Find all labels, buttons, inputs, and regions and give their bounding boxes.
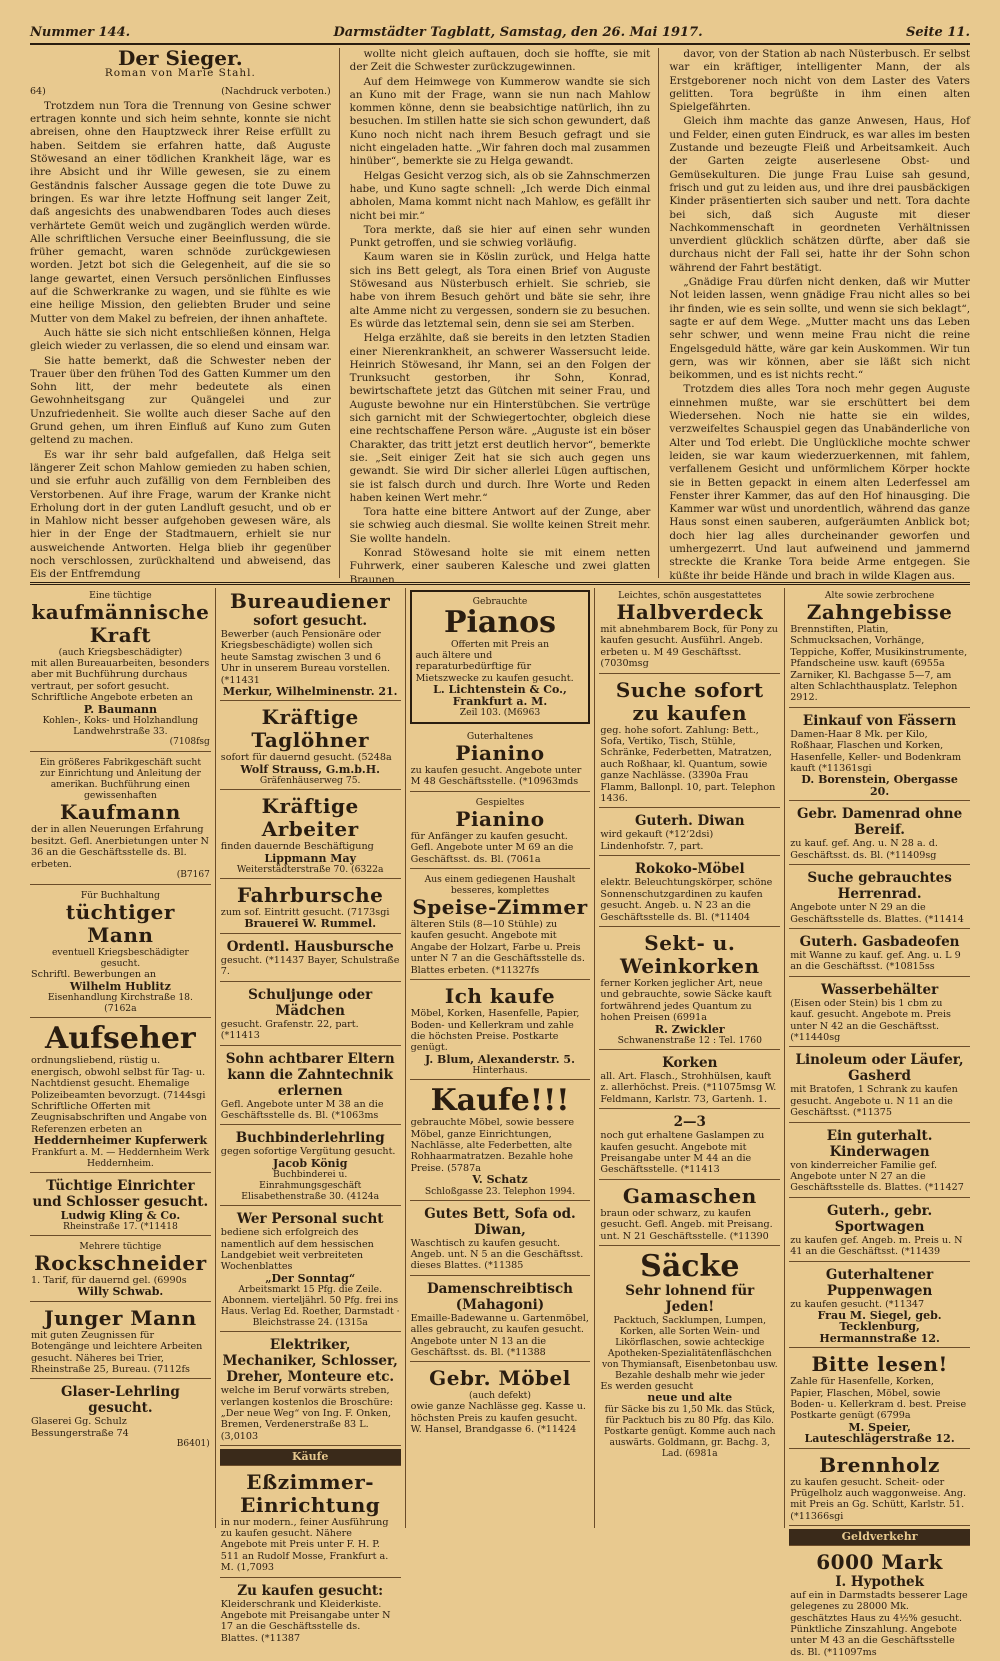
- ad-body: noch gut erhaltene Gaslampen zu kaufen gesucht. Angebote mit Preisangabe unter M 44 an die Geschäftsstelle. (*11413: [600, 1130, 765, 1176]
- ad-mid: Suche gebrauchtes Herrenrad.: [807, 870, 952, 903]
- ad-body: für Anfänger zu kaufen gesucht. Gefl. Angebote unter M 69 an die Geschäftsst. ds. Bl. (7061a: [410, 830, 574, 865]
- classified-ad: [410, 729, 591, 792]
- classified-ad: [789, 1265, 970, 1349]
- ad-big: Gebr. Möbel: [429, 1366, 571, 1391]
- ad-mid: Sohn achtbarer Eltern kann die Zahntechnik erlernen: [225, 1050, 395, 1099]
- ad-mid: Tüchtige Einrichter und Schlosser gesucht.: [32, 1177, 209, 1210]
- ads-column-4: [599, 588, 785, 1528]
- ad-name: Merkur, Wilhelminenstr. 21.: [222, 685, 398, 699]
- ad-name: Willy Schwab.: [77, 1285, 164, 1299]
- ads-column-5: [789, 588, 970, 1658]
- classified-ad: [30, 1305, 211, 1380]
- ad-big: Bureaudiener: [230, 589, 391, 613]
- classified-ad: [410, 795, 591, 869]
- ad-code: (7108fsg: [169, 737, 210, 748]
- ad-body: zum sof. Eintritt gesucht. (7173sgi: [220, 907, 390, 919]
- ad-body: ordnungsliebend, rüstig u. energisch, obwohl selbst für Tag- u. Nachtdienst gesucht. Ehemalige Polizeibeamten bevorzugt. (7144sgi Schriftliche Offerten mit Zeugnisabschriften und Angabe von Referenzen erbeten an: [31, 1055, 207, 1135]
- classified-ad: [410, 1083, 591, 1200]
- ad-huge: Kaufe!!!: [430, 1083, 570, 1119]
- classified-ad: [789, 804, 970, 865]
- ad-huge: Säcke: [640, 1249, 740, 1284]
- classified-ad: [599, 588, 780, 674]
- story-paragraph: davor, von der Station ab nach Nüsterbusch. Er selbst war ein kräftiger, intelligenter Mann, der als Erstgeborener noch nicht von dem Laster des Vaters gelitten. Tora begrüßte in ihm einen alten Spielgefährten.: [669, 48, 971, 114]
- ad-foot: Buchbinderei u. Einrahmungsgeschäft Elisabethenstraße 30. (4124a: [241, 1169, 380, 1203]
- ad-body: Damen-Haar 8 Mk. per Kilo, Roßhaar, Flaschen und Korken, Hasenfelle, Keller- und Bodenkram kauft (*11361sgi: [790, 728, 962, 775]
- classified-ad: [220, 704, 401, 790]
- ad-mid: sofort gesucht.: [253, 613, 368, 629]
- ad-body: der in allen Neuerungen Erfahrung besitzt. Gefl. Anerbietungen unter N 36 an die Geschäftsstelle ds. Bl. erbeten.: [31, 824, 209, 870]
- ad-body: bediene sich erfolgreich des namentlich auf dem hessischen Landgebiet weit verbreiteten Wochenblattes: [220, 1227, 374, 1273]
- ad-foot: Kohlen-, Koks- und Holzhandlung Landwehrstraße 33.: [42, 715, 199, 738]
- ad-mid: 2—3: [673, 1114, 706, 1131]
- ad-body: elektr. Beleuchtungskörper, schöne Sonnenschutzgardinen zu kaufen gesucht. Angeb. u. N 23 an die Geschäftsstelle ds. Bl. (*11404: [600, 877, 773, 923]
- ad-name: „Der Sonntag“: [265, 1271, 356, 1285]
- classified-ad: [220, 1581, 401, 1648]
- page-header: [30, 22, 970, 42]
- ad-body: Schriftl. Bewerbungen an: [31, 969, 156, 981]
- classified-ad: [220, 1128, 401, 1206]
- classified-ad: [30, 888, 211, 1018]
- ad-foot: Schwanenstraße 12 : Tel. 1760: [617, 1034, 762, 1046]
- ad-foot: Rheinstraße 17. (*11418: [62, 1220, 178, 1232]
- ad-sub: (auch defekt): [469, 1390, 531, 1402]
- ad-mid: Sehr lohnend für Jeden!: [625, 1283, 755, 1315]
- classified-ad: [789, 868, 970, 929]
- ad-mid: Wer Personal sucht: [236, 1211, 384, 1228]
- ad-body: Glaserei Gg. Schulz Bessungerstraße 74: [31, 1416, 129, 1439]
- ad-big: Pianino: [455, 806, 545, 831]
- ad-body: mit Bratofen, 1 Schrank zu kaufen gesucht. Angebote u. N 11 an die Geschäftsst. (*11375: [790, 1084, 958, 1119]
- ad-sub: Packtuch, Sacklumpen, Lumpen, Korken, alle Sorten Wein- und Likörflaschen, sowie achteckige Apotheken-Spezialitätenfläschchen von Thymiansaft, Eisenbetonbau usw. Bezahle deshalb mehr wie jeder: [601, 1315, 778, 1381]
- classified-ad: [220, 588, 401, 701]
- classified-ad: [599, 930, 780, 1050]
- classified-ad: [789, 980, 970, 1048]
- ad-head: Alte sowie zerbrochene: [824, 590, 935, 601]
- ad-body: wird gekauft (*12‘2dsi) Lindenhofstr. 7, part.: [600, 829, 714, 852]
- ad-mid: Guterh. Diwan: [635, 813, 745, 830]
- ad-body: Emaille-Badewanne u. Gartenmöbel, alles gebraucht, zu kaufen gesucht. Angebote unter N 13 an die Geschäftsst. ds. Bl. (*11388: [410, 1312, 589, 1358]
- story-paragraph: Tora merkte, daß sie hier auf einen sehr wunden Punkt getroffen, und sie schwieg vorläufig.: [349, 223, 651, 250]
- ad-foot: Gräfenhäuserweg 75.: [259, 775, 361, 787]
- classified-ad: [410, 590, 591, 724]
- ad-body: geg. hohe sofort. Zahlung: Bett., Sofa, Vertiko, Tisch, Stühle, Schränke, Federbetten, Matratzen, auch Roßhaar, kl. Quantum, sowie ganze Nachlässe. (3390a Frau Flamm, Ballonpl. 10, part. Telephon 1436.: [600, 724, 776, 805]
- ad-head: Mehrere tüchtige: [79, 1240, 162, 1252]
- ad-big: Brennholz: [819, 1452, 940, 1477]
- ad-body: zu kaufen gesucht. Scheit- oder Prügelholz auch waggonweise. Ang. mit Preis an Gg. Schütt, Karlstr. 51. (*11366sgi: [790, 1476, 967, 1522]
- classified-ad: [220, 1209, 401, 1332]
- classified-ad: [410, 872, 591, 980]
- ad-body: Möbel, Korken, Hasenfelle, Papier, Boden- und Kellerkram und zahle die höchsten Preise. Postkarte genügt.: [410, 1008, 580, 1054]
- classified-ad: [599, 811, 780, 856]
- section-heading: Käufe: [220, 1449, 401, 1465]
- ad-body: mit Wanne zu kauf. gef. Ang. u. L 9 an die Geschäftsst. (*10815ss: [790, 949, 961, 973]
- story-paragraph: Es war ihr sehr bald aufgefallen, daß Helga seit längerer Zeit schon Mahlow gemieden zu haben schien, und sie erfuhr auch zufällig von dem Fernbleiben des Verstorbenen. Auf ihre Frage, warum der Kranke nicht Erholung dort in der guten Landluft gesucht, und ob er in Mahlow nicht besser aufgehoben gewesen wäre, als hier in der Enge der Stadtmauern, erhielt sie nur ausweichende Antworten. Helga blieb ihr gegenüber noch verschlossen, zurückhaltend und abweisend, das Eis der Entfremdung: [30, 448, 331, 581]
- ad-code: (B7167: [176, 870, 210, 881]
- ad-foot: Schloßgasse 23. Telephon 1994.: [424, 1185, 576, 1197]
- ad-huge: Pianos: [443, 605, 557, 640]
- ad-body: mit guten Zeugnissen für Botengänge und leichtere Arbeiten gesucht. Näheres bei Trier, Rheinstraße 25, Bureau. (7112fs: [31, 1329, 203, 1375]
- classified-ad: [599, 859, 780, 927]
- ad-big: Zahngebisse: [806, 600, 953, 624]
- ad-body: zu kauf. gef. Ang. u. N 28 a. d. Geschäftsst. ds. Bl. (*11409sg: [790, 838, 938, 861]
- ad-body: (Eisen oder Stein) bis 1 cbm zu kauf. gesucht. Angebote m. Preis unter N 42 an die Geschäftsst. (*11440sg: [790, 997, 951, 1043]
- ad-head: Eine tüchtige: [89, 590, 152, 601]
- story-paragraph: Gleich ihm machte das ganze Anwesen, Haus, Hof und Felder, einen guten Eindruck, es war alles im besten Zustande und bezeugte Fleiß und Arbeitsamkeit. Auch der Garten zeigte auserlesene Obst- und Gemüsekulturen. Die junge Frau Luise sah gesund, frisch und gut zu leiden aus, und ihre drei pausbäckigen Kinder präsentierten sich sauber und nett. Tora dachte bei sich, daß sich Auguste mit dieser Nachkommenschaft in geordneten Verhältnissen unverdient glücklich schätzen dürfte, aber daß sie durchaus nicht der Fall sei, hatte ihr der Sohn schon während der Fahrt bestätigt.: [669, 115, 971, 274]
- ad-foot: Weiterstädterstraße 70. (6322a: [236, 864, 384, 876]
- story-paragraph: „Gnädige Frau dürfen nicht denken, daß wir Mutter Not leiden lassen, wenn gnädige Frau nicht alles so bei ihr finden, wie es sein sollte, und wenn sie sich beklagt“, sagte er auf dem Wege. „Mutter macht uns das Leben sehr schwer, und wenn meine Frau nicht die reine Engelsgeduld hätte, wäre gar kein Auskommen. Wir tun gern, was wir können, aber sie läßt sich nicht beikommen, und es ist nichts recht.“: [669, 276, 971, 382]
- ad-mid: Wasserbehälter: [820, 981, 939, 998]
- ad-foot: Frankfurt a. M. — Heddernheim Werk Heddernheim.: [31, 1146, 210, 1169]
- serial-novel: [30, 46, 971, 586]
- ad-mid: Schuljunge oder Mädchen: [248, 986, 373, 1019]
- classified-ad: [30, 588, 211, 752]
- ad-sub: Offerten mit Preis an: [450, 639, 550, 650]
- story-title: Der Sieger.: [117, 46, 243, 70]
- classified-ad: [30, 1382, 211, 1453]
- ad-body: owie ganze Nachlässe geg. Kasse u. höchsten Preis zu kaufen gesucht. W. Hansel, Brandgasse 6. (*11424: [410, 1401, 586, 1436]
- ad-body: Waschtisch zu kaufen gesucht. Angeb. unt. N 5 an die Geschäftsst. dieses Blattes. (*11385: [410, 1237, 584, 1272]
- ad-big: kaufmännische Kraft: [31, 600, 210, 647]
- ad-body: gesucht. (*11437 Bayer, Schulstraße 7.: [220, 954, 400, 978]
- classified-ad: [599, 1249, 780, 1462]
- classified-ad: [220, 882, 401, 934]
- ad-head: Gebrauchte: [472, 596, 528, 607]
- story-paragraph: Auf dem Heimwege von Kummerow wandte sie sich an Kuno mit der Frage, wann sie nun nach Mahlow kommen könne, denn sie beabsichtige natürlich, ihn zu besuchen. Im stillen hatte sie sich schon gewundert, daß Kuno noch nicht nach ihrem Besuch gefragt und sie nicht eingeladen hatte. „Wir fahren doch mal zusammen hinüber“, bemerkte sie zu Helga gewandt.: [349, 75, 651, 168]
- ad-mid: Elektriker, Mechaniker, Schlosser, Dreher, Monteure etc.: [222, 1337, 398, 1386]
- classified-ad: [599, 1183, 780, 1246]
- ad-name: Wilhelm Hublitz: [69, 979, 171, 993]
- ads-column-1: [30, 588, 216, 1528]
- classified-ad: [220, 1469, 401, 1578]
- ad-head: Ein größeres Fabrikgeschäft sucht zur Einrichtung und Anleitung der amerikan. Buchführung einen gewissenhaften: [39, 757, 202, 802]
- ad-head: Guterhaltenes: [466, 731, 534, 743]
- ad-body: Bewerber (auch Pensionäre oder Kriegsbeschädigte) wollen sich heute Samstag zwischen 3 und 6 Uhr in unserem Bureau vorstellen. (*11431: [220, 629, 391, 686]
- story-paragraph: Kaum waren sie in Köslin zurück, und Helga hatte sich ins Bett gelegt, als Tora einen Brief von Auguste Stöwesand aus Nüsterbusch erhielt. Sie schrieb, sie habe von ihrem Besuch gehört und bäte sie sehr, ihre alte Amme nicht zu vergessen, sondern sie zu besuchen. Es würde das letztemal sein, denn sie sei am Sterben.: [349, 251, 651, 330]
- story-column-3: [669, 48, 971, 582]
- classified-ad: [410, 983, 591, 1080]
- classified-ad: [410, 1279, 591, 1363]
- ad-name: Ludwig Kling & Co.: [60, 1208, 181, 1222]
- ad-big: Eßzimmer-Einrichtung: [240, 1469, 381, 1517]
- classified-ad: [789, 1050, 970, 1122]
- story-column-2: [349, 48, 660, 586]
- classified-ad: [220, 1049, 401, 1126]
- story-paragraph: Auch hätte sie sich nicht entschließen können, Helga gleich wieder zu verlassen, die so elend und einsam war.: [30, 326, 331, 353]
- ad-big: tüchtiger Mann: [65, 900, 175, 948]
- ad-name: R. Zwickler: [654, 1022, 725, 1036]
- ad-mid: Guterh., gebr. Sportwagen: [826, 1202, 933, 1235]
- classified-ad: [30, 1239, 211, 1302]
- ad-body: von kinderreicher Familie gef. Angebote unter N 27 an die Geschäftsstelle ds. Blattes. (*11427: [790, 1159, 964, 1194]
- ad-name: Lippmann May: [264, 851, 356, 865]
- ad-big: 6000 Mark: [816, 1549, 943, 1574]
- ad-body: finden dauernde Beschäftigung: [220, 841, 374, 853]
- ad-name: L. Lichtenstein & Co., Frankfurt a. M.: [433, 683, 567, 708]
- ad-body: zu kaufen gesucht. (*11347: [790, 1298, 925, 1310]
- ads-column-3: [410, 588, 596, 1528]
- ad-mid: Ordentl. Hausbursche: [226, 938, 394, 955]
- classified-ad: [220, 985, 401, 1046]
- story-paragraph: Helga erzählte, daß sie bereits in den letzten Stadien einer Nierenkrankheit, an schwerer Wassersucht leide. Heinrich Stöwesand, ihr Mann, sei an den Folgen der Trunksucht gestorben, ihr Sohn, Konrad, bewirtschaftete jetzt das Gütchen mit seiner Frau, und Auguste bewohne nur ein Hinterstübchen. Sie vertrüge sich garnicht mit der Schwiegertochter, obgleich diese eine rechtschaffene Person wäre. „Auguste ist ein böser Charakter, das tritt jetzt erst deutlich hervor“, bemerkte sie. „Seit einiger Zeit hat sie sich auch gegen uns gewandt. Sie wird Dir sicher allerlei Lügen auftischen, sie ist falsch durch und durch. Ihre Worte und Reden haben keinen Wert mehr.“: [349, 332, 651, 504]
- story-subtitle: Roman von Marie Stahl.: [104, 67, 256, 80]
- ad-big: Ich kaufe: [444, 984, 556, 1009]
- story-paragraph: wollte nicht gleich auftauen, doch sie hoffte, sie mit der Zeit die Schwester zurückzugewinnen.: [349, 48, 651, 74]
- classified-ad: [410, 1365, 591, 1438]
- ad-body: zu kaufen gef. Angeb. m. Preis u. N 41 an die Geschäftsst. (*11439: [790, 1234, 963, 1258]
- ad-body: Zahle für Hasenfelle, Korken, Papier, Flaschen, Möbel, sowie Boden- u. Kellerkram d. best. Preise Postkarte genügt (6799a: [790, 1376, 967, 1422]
- ad-body: Angebote unter N 29 an die Geschäftsstelle ds. Blattes. (*11414: [790, 902, 964, 925]
- ad-sub: (auch Kriegsbeschädigter): [58, 647, 183, 658]
- ad-mid: Guterhaltener Puppenwagen: [825, 1266, 934, 1299]
- page-number: Seite 11.: [905, 24, 970, 40]
- classified-ad: [789, 1452, 970, 1527]
- ad-body: all. Art. Flasch., Strohhülsen, kauft z. allerhöchst. Preis. (*11075msg W. Feldmann, Karlstr. 73, Gartenh. 1.: [600, 1070, 777, 1105]
- ad-mid: Buchbinderlehrling: [235, 1130, 385, 1147]
- ad-body: Es werden gesucht: [600, 1381, 694, 1392]
- section-heading: Geldverkehr: [789, 1529, 970, 1545]
- ad-foot: Arbeitsmarkt 15 Pfg. die Zeile. Abonnem. vierteljährl. 50 Pfg. frei ins Haus. Verlag Ed. Roether, Darmstadt · Bleichstrasse 24. (1315a: [220, 1284, 400, 1329]
- classified-ad: [410, 1204, 591, 1276]
- ad-mid: Korken: [662, 1054, 718, 1071]
- classified-ad: [789, 1549, 970, 1661]
- classified-ad: [599, 1112, 780, 1180]
- ads-column-2: [220, 588, 406, 1644]
- ad-body: gebrauchte Möbel, sowie bessere Möbel, ganze Einrichtungen, Nachlässe, alte Federbetten, alte Rohhaarmatratzen. Bezahle hohe Preise. (5787a: [410, 1117, 575, 1174]
- ad-name: V. Schatz: [472, 1173, 528, 1187]
- ad-name: Heddernheimer Kupferwerk: [33, 1134, 208, 1148]
- story-paragraph: Trotzdem dies alles Tora noch mehr gegen Auguste einnehmen mußte, war sie erschüttert bei dem Wiedersehen. Noch nie hatte sie ein wildes, verzweifeltes Schauspiel gegen das Unabänderliche von Alter und Tod erlebt. Die Unglückliche mochte schwer leiden, sie war kaum wiederzuerkennen, mit fahlem, verfallenem Gesicht und unförmlichem Körper hockte sie in Betten gepackt in einem alten Lederfessel am Fenster ihrer Kammer, das auf den Hof hinausging. Die Kammer war wüst und unordentlich, während das ganze Haus sonst einen sauberen, aufgeräumten Anblick bot; doch hier lag alles durcheinander geworfen und umhergezerrt. Und laut aufweinend und jammernd streckte die Kranke Tora beide Arme entgegen. Sie küßte ihr beide Hände und brach in wilde Klagen aus.: [669, 383, 971, 582]
- ad-foot: Zeil 103. (M6963: [459, 707, 541, 719]
- ad-body: welche im Beruf vorwärts streben, verlangen kostenlos die Broschüre: „Der neue Weg“ von Ing. F. Onken, Bremen, Verdenerstraße 83 L. (3,0103: [220, 1385, 394, 1442]
- ad-big: Kaufmann: [60, 800, 181, 825]
- ad-mid: Linoleum oder Läufer, Gasherd: [795, 1052, 964, 1085]
- ad-big: Halbverdeck: [616, 600, 764, 624]
- ad-mid: Gebr. Damenrad ohne Bereif.: [796, 806, 963, 839]
- ad-name: D. Borenstein, Obergasse 20.: [801, 773, 958, 798]
- classified-ad: [789, 1126, 970, 1198]
- ad-mid: Ein guterhalt. Kinderwagen: [826, 1127, 933, 1160]
- ad-body: auf ein in Darmstadts besserer Lage gelegenes zu 28000 Mk. geschätztes Haus zu 4½% gesucht. Pünktliche Zinszahlung. Angebote unter M 43 an die Geschäftsstelle ds. Bl. (*11097ms: [790, 1589, 968, 1658]
- ad-big: Kräftige Arbeiter: [261, 794, 359, 842]
- ad-body: ferner Korken jeglicher Art, neue und gebrauchte, sowie Säcke kauft fortwährend jedes Quantum zu hohen Preisen (6991a: [600, 977, 772, 1024]
- ad-big: Rockschneider: [34, 1250, 207, 1275]
- ad-body: in nur modern., feiner Ausführung zu kaufen gesucht. Nähere Angebote mit Preis unter F. H. P. 511 an Rudolf Mosse, Frankfurt a. M. (1,7093: [220, 1516, 389, 1574]
- ad-big: Junger Mann: [44, 1305, 197, 1330]
- ad-mid: Damenschreibtisch (Mahagoni): [426, 1280, 574, 1313]
- header-rule: [30, 43, 970, 45]
- ad-name: J. Blum, Alexanderstr. 5.: [425, 1052, 575, 1066]
- ad-body: mit abnehmbarem Bock, für Pony zu kaufen gesucht. Ausführl. Angeb. erbeten u. M 49 Geschäftsst. (7030msg: [600, 624, 778, 670]
- story-paragraph: Helgas Gesicht verzog sich, als ob sie Zahnschmerzen habe, und Kuno sagte schnell: „Ich werde Dich einmal abholen, Mama kommt nicht nach Mahlow, es gefällt ihr nicht bei mir.“: [349, 169, 651, 222]
- ad-mid: Glaser-Lehrling gesucht.: [60, 1384, 180, 1417]
- ad-huge: Aufseher: [45, 1021, 196, 1057]
- ad-body: auch ältere und reparaturbedürftige für Mietszwecke zu kaufen gesucht.: [415, 650, 574, 684]
- ad-body: älteren Stils (8—10 Stühle) zu kaufen gesucht. Angebote mit Angabe der Holzart, Farbe u. Preis unter N 7 an die Geschäftsstelle ds. Blattes erbeten. (*11327fs: [410, 919, 585, 976]
- classified-ads: [30, 588, 970, 1658]
- classified-ad: [599, 677, 780, 809]
- ad-name: M. Speier, Lauteschlägerstraße 12.: [804, 1420, 955, 1446]
- classified-ad: [789, 932, 970, 977]
- classified-ad: [220, 1335, 401, 1446]
- classified-ad: [789, 711, 970, 801]
- issue-number: Nummer 144.: [30, 24, 131, 40]
- ad-mid: I. Hypothek: [835, 1573, 924, 1590]
- ad-big: Bitte lesen!: [811, 1352, 948, 1377]
- ad-mid: Zu kaufen gesucht:: [237, 1582, 384, 1599]
- ad-name: neue und alte: [647, 1391, 733, 1405]
- ad-sub: eventuell Kriegsbeschädigter gesucht.: [51, 947, 189, 970]
- ad-body: mit allen Bureauarbeiten, besonders aber mit Buchführung durchaus vertraut, per sofort gesucht. Schriftliche Angebote erbeten an: [31, 658, 210, 704]
- ad-head: Für Buchhaltung: [80, 890, 160, 902]
- ad-big: Gamaschen: [622, 1183, 757, 1208]
- story-paragraph: Sie hatte bemerkt, daß die Schwester neben der Trauer über den frühen Tod des Gatten Kummer um den Sohn litt, der mehr bedeutete als einen Gewohnheitsgang zur Quängelei und zur Unzufriedenheit. Sie wollte auch dieser Sache auf den Grund gehen, um ihren Einfluß auf Kuno zum Guten geltend zu machen.: [30, 354, 331, 447]
- classified-ad: [599, 1053, 780, 1109]
- classified-ad: [30, 755, 211, 885]
- ad-name: Brauerei W. Rummel.: [244, 917, 377, 931]
- ad-big: Kräftige Taglöhner: [251, 705, 370, 753]
- ad-head: Gespieltes: [475, 796, 525, 808]
- installment-number: 64): [30, 85, 46, 97]
- story-paragraph: Konrad Stöwesand holte sie mit einem netten Fuhrwerk, einer sauberen Kalesche und zwei glatten Braunen: [349, 546, 651, 586]
- classified-ad: [220, 793, 401, 879]
- ad-mid: Gutes Bett, Sofa od. Diwan,: [424, 1205, 576, 1238]
- classified-ad: [30, 1176, 211, 1236]
- story-column-1: [30, 46, 340, 581]
- ad-body: Brennstiften, Platin, Schmucksachen, Vorhänge, Teppiche, Koffer, Musikinstrumente, Pfandscheine usw. kauft (6955a Zarniker, Kl. Bachgasse 5—7, am alten Schlachthausplatz. Telephon 2912.: [790, 624, 968, 704]
- ad-foot: Hinterhaus.: [472, 1065, 528, 1077]
- ad-body: Gefl. Angebote unter M 38 an die Geschäftsstelle ds. Bl. (*1063ms: [220, 1098, 384, 1121]
- ad-big: Sekt- u. Weinkorken: [620, 930, 760, 978]
- ad-head: Aus einem gediegenen Haushalt besseres, komplettes: [424, 874, 576, 897]
- ad-head: Leichtes, schön ausgestattetes: [618, 590, 762, 601]
- story-meta: [30, 85, 331, 98]
- ad-foot: für Säcke bis zu 1,50 Mk. das Stück, für Packtuch bis zu 80 Pfg. das Kilo. Postkarte genügt. Komme auch nach auswärts. Goldmann, gr. Bachg. 3, Lad. (6981a: [604, 1403, 776, 1459]
- ad-name: P. Baumann: [83, 702, 158, 716]
- classified-ad: [789, 1351, 970, 1448]
- ad-mid: Guterh. Gasbadeofen: [799, 933, 960, 950]
- ad-big: Fahrbursche: [236, 883, 384, 908]
- ad-code: B6401): [176, 1439, 210, 1450]
- ad-body: braun oder schwarz, zu kaufen gesucht. Gefl. Angeb. mit Preisang. unt. N 21 Geschäftsstelle. (*11390: [600, 1207, 773, 1242]
- story-paragraph: Trotzdem nun Tora die Trennung von Gesine schwer ertragen konnte und sich heim sehnte, konnte sie nicht abreisen, ohne den Hauptzweck ihrer Reise erfüllt zu haben. Seitdem sie erfahren hatte, daß Auguste Stöwesand an einer tödlichen Krankheit läge, war es ihre Absicht und ihr Wille gewesen, sie zu einem Geständnis falscher Aussage gegen die tote Duwe zu bringen. Es war ihre letzte Hoffnung seit langer Zeit, daß angesichts des unabwendbaren Todes auch dieses verhärtete Gemüt weich und zugänglich werden würde. Alle schriftlichen Versuche einer Beeinflussung, die sie früher gemacht, waren schnöde zurückgewiesen worden. Jetzt bot sich die Gelegenheit, auf die sie so lange gewartet, einen Versuch persönlichen Einflusses auf die Schwerkranke zu wagen, und sie fühlte es wie eine heilige Mission, den geliebten Bruder und seine Mutter von dem Makel zu befreien, der ihnen anhaftete.: [30, 99, 331, 325]
- ad-big: Speise-Zimmer: [412, 895, 588, 920]
- classified-ad: [220, 937, 401, 982]
- ad-name: Wolf Strauss, G.m.b.H.: [240, 762, 380, 776]
- ad-body: Kleiderschrank und Kleiderkiste. Angebote mit Preisangabe unter N 17 an die Geschäftsstelle ds. Blattes. (*11387: [220, 1598, 391, 1644]
- ad-body: gegen sofortige Vergütung gesucht.: [220, 1146, 396, 1158]
- ad-name: Frau M. Siegel, geb. Tecklenburg, Hermannstraße 12.: [817, 1309, 942, 1345]
- ad-mid: Einkauf von Fässern: [802, 712, 957, 729]
- ad-body: zu kaufen gesucht. Angebote unter M 48 Geschäftsstelle. (*10963mds: [410, 765, 582, 788]
- ad-body: 1. Tarif, für dauernd gel. (6990s: [31, 1274, 187, 1286]
- ad-body: gesucht. Grafenstr. 22, part. (*11413: [220, 1018, 359, 1042]
- story-paragraph: Tora hatte eine bittere Antwort auf der Zunge, aber sie schwieg auch diesmal. Sie wollte keinen Streit mehr. Sie wollte handeln.: [349, 506, 651, 545]
- classified-ad: [30, 1021, 211, 1172]
- ad-big: Suche sofort zu kaufen: [615, 677, 764, 725]
- copyright-notice: (Nachdruck verboten.): [221, 85, 331, 97]
- ad-body: sofort für dauernd gesucht. (5248a: [220, 752, 392, 764]
- ad-mid: Rokoko-Möbel: [634, 861, 745, 878]
- ad-name: Jacob König: [272, 1156, 348, 1170]
- ad-big: Pianino: [455, 741, 545, 766]
- classified-ad: [789, 588, 970, 708]
- ads-divider: [30, 582, 970, 585]
- ad-foot: Eisenhandlung Kirchstraße 18. (7162a: [47, 992, 193, 1015]
- masthead-date: Darmstädter Tagblatt, Samstag, den 26. Mai 1917.: [333, 24, 703, 40]
- classified-ad: [789, 1201, 970, 1262]
